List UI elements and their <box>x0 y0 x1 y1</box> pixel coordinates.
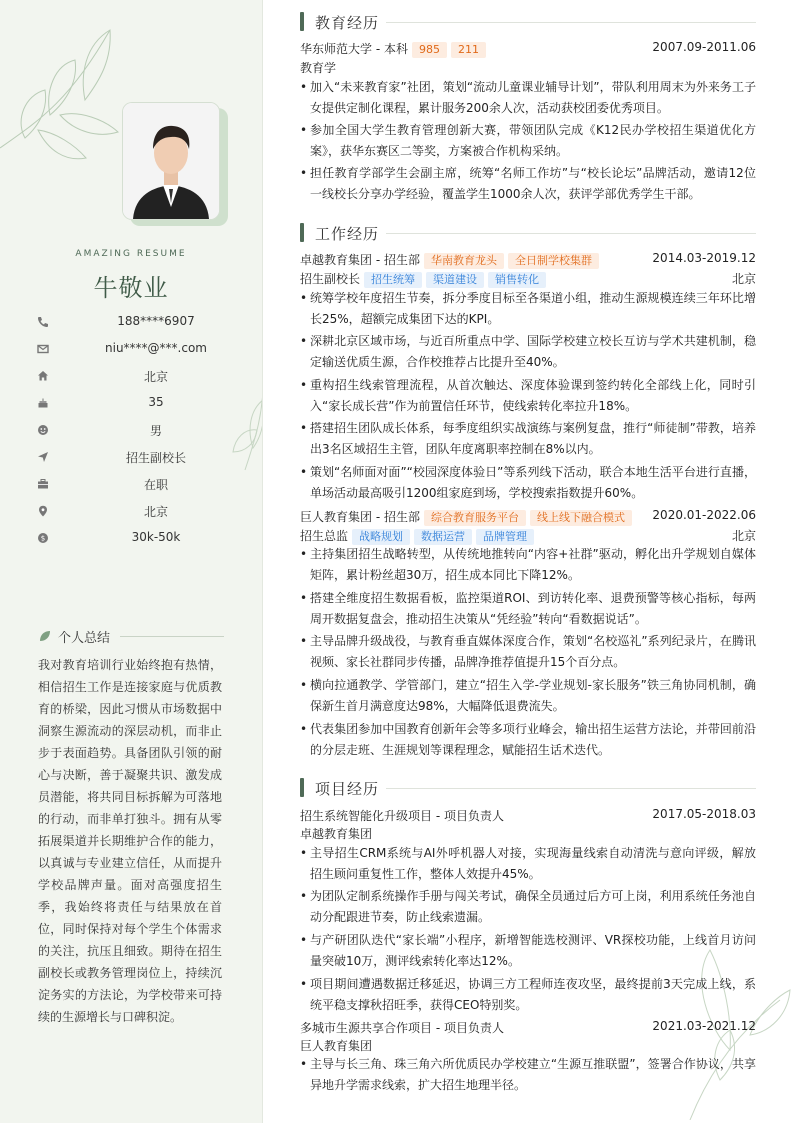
list-item: • 搭建全维度招生数据看板，监控渠道ROI、到访转化率、退费预警等核心指标，每两周开数据复盘会，推动招生决策从“凭经验”转向“看数据说话”。 <box>300 591 756 626</box>
role-tag: 战略规划 <box>352 529 410 545</box>
info-phone <box>36 312 236 332</box>
list-item: • 重构招生线索管理流程，从首次触达、深度体验课到签约转化全部线上化，同时引入“家长成长营”作为前置信任环节，使线索转化率拉升18%。 <box>300 378 756 413</box>
section-divider <box>386 233 756 234</box>
phone-icon <box>36 315 50 329</box>
list-item: • 主导招生CRM系统与AI外呼机器人对接，实现海量线索自动清洗与意向评级，解放招生顾问重复性工作，整体人效提升45%。 <box>300 846 756 881</box>
list-item: • 与产研团队迭代“家长端”小程序，新增智能选校测评、VR探校功能，上线首月访问量突破10万，测评线索转化率达12%。 <box>300 933 756 968</box>
info-position <box>36 447 236 467</box>
gender-icon <box>36 423 50 437</box>
location-icon <box>36 504 50 518</box>
project-org-row <box>300 1037 756 1055</box>
cake-icon <box>36 396 50 410</box>
info-value: 在职 <box>143 478 168 492</box>
job-city: 北京 <box>731 529 756 543</box>
role-tag: 渠道建设 <box>426 272 484 288</box>
section-marker <box>300 778 304 797</box>
mail-icon <box>36 342 50 356</box>
job-period: 2014.03-2019.12 <box>652 251 756 265</box>
role-tag: 招生统筹 <box>364 272 422 288</box>
job-role-row <box>300 270 756 288</box>
company-tag: 华南教育龙头 <box>424 253 504 269</box>
info-salary <box>36 528 236 548</box>
company-name: 卓越教育集团 - 招生部 <box>300 253 420 267</box>
info-location <box>36 501 236 521</box>
project-org: 巨人教育集团 <box>300 1039 373 1053</box>
avatar <box>122 102 220 220</box>
company-tag: 全日制学校集群 <box>508 253 599 269</box>
money-icon <box>36 531 50 545</box>
info-age <box>36 393 236 413</box>
summary-title: 个人总结 <box>58 631 111 646</box>
list-item: • 主持集团招生战略转型，从传统地推转向“内容+社群”驱动，孵化出升学规划自媒体矩阵，累计粉丝超30万，招生成本同比下降12%。 <box>300 547 756 582</box>
briefcase-icon <box>36 477 50 491</box>
info-value: 北京 <box>143 370 168 384</box>
list-item: • 为团队定制系统操作手册与闯关考试，确保全员通过后方可上岗，利用系统任务池自动分配跟进节奏，防止线索遗漏。 <box>300 889 756 924</box>
project-org-row <box>300 825 756 843</box>
projects-section-heading <box>300 777 756 799</box>
school-tag: 211 <box>451 42 486 58</box>
company-name: 巨人教育集团 - 招生部 <box>300 510 420 524</box>
role-tag: 数据运营 <box>414 529 472 545</box>
list-item: • 深耕北京区域市场，与近百所重点中学、国际学校建立校长互访与学术共建机制，稳定输送优质生源，合作校推荐占比提升至40%。 <box>300 334 756 369</box>
school-name: 华东师范大学 - 本科 <box>300 42 408 56</box>
role-tag: 销售转化 <box>488 272 546 288</box>
work-section-heading <box>300 222 756 244</box>
job-city: 北京 <box>731 272 756 286</box>
list-item: • 主导与长三角、珠三角六所优质民办学校建立“生源互推联盟”，签署合作协议，共享异地升学需求线索，扩大招生地理半径。 <box>300 1057 756 1092</box>
project-name: 招生系统智能化升级项目 - 项目负责人 <box>300 809 504 823</box>
education-major-row <box>300 59 756 77</box>
job-role: 招生副校长 <box>300 272 361 286</box>
school-tag: 985 <box>412 42 447 58</box>
list-item: • 加入“未来教育家”社团，策划“流动儿童课业辅导计划”，带队利用周末为外来务工子女提供定制化课程，累计服务200余人次，活动获校团委优秀项目。 <box>300 80 756 115</box>
project-period: 2017.05-2018.03 <box>652 807 756 821</box>
info-value: 30k-50k <box>131 530 181 544</box>
sidebar <box>0 0 263 1123</box>
list-item: • 搭建招生团队成长体系，每季度组织实战演练与案例复盘，推行“师徒制”带教，培养出3名区域招生主管，团队年度离职率控制在8%以内。 <box>300 421 756 456</box>
list-item: • 统筹学校年度招生节奏，拆分季度目标至各渠道小组，推动生源规模连续三年环比增长25%，超额完成集团下达的KPI。 <box>300 291 756 326</box>
info-value: 35 <box>148 395 164 409</box>
info-value: 招生副校长 <box>125 451 186 465</box>
project-header-row <box>300 807 756 825</box>
info-status <box>36 474 236 494</box>
role-tag: 品牌管理 <box>476 529 534 545</box>
leaf-icon <box>38 629 52 643</box>
info-value: 男 <box>149 424 162 438</box>
section-title: 教育经历 <box>315 14 380 32</box>
company-tag: 线上线下融合模式 <box>530 510 632 526</box>
section-divider <box>386 22 756 23</box>
section-marker <box>300 12 304 31</box>
section-title: 项目经历 <box>315 780 380 798</box>
person-portrait-icon <box>123 103 219 219</box>
list-item: • 横向拉通教学、学管部门，建立“招生入学-学业规划-家长服务”铁三角协同机制，确保新生首月满意度达98%，大幅降低退费流失。 <box>300 678 756 713</box>
job-role-row <box>300 527 756 545</box>
list-item: • 策划“名师面对面”“校园深度体验日”等系列线下活动，联合本地生活平台进行直播，单场活动最高吸引1200组家庭到场，学校搜索指数提升60%。 <box>300 465 756 500</box>
job-role: 招生总监 <box>300 529 349 543</box>
company-tag: 综合教育服务平台 <box>424 510 526 526</box>
info-value: 北京 <box>143 505 168 519</box>
job-period: 2020.01-2022.06 <box>652 508 756 522</box>
home-icon <box>36 369 50 383</box>
info-gender <box>36 420 236 440</box>
list-item: • 担任教育学部学生会副主席，统筹“名师工作坊”与“校长论坛”品牌活动，邀请12位一线校长分享办学经验，覆盖学生1000余人次，获评学部优秀学生干部。 <box>300 166 756 201</box>
project-name: 多城市生源共享合作项目 - 项目负责人 <box>300 1021 504 1035</box>
project-header-row <box>300 1019 756 1037</box>
section-title: 工作经历 <box>315 225 380 243</box>
section-divider <box>386 788 756 789</box>
education-period: 2007.09-2011.06 <box>652 40 756 54</box>
list-item: • 代表集团参加中国教育创新年会等多项行业峰会，输出招生运营方法论，并带回前沿的分层走班、生涯规划等课程理念，赋能招生话术迭代。 <box>300 722 756 757</box>
summary-heading <box>38 626 224 646</box>
info-email <box>36 339 236 359</box>
job-header-row <box>300 251 756 269</box>
candidate-name: 牛敬业 <box>93 274 169 302</box>
list-item: • 参加全国大学生教育管理创新大赛，带领团队完成《K12民办学校招生渠道优化方案》，获华东赛区二等奖，方案被合作机构采纳。 <box>300 123 756 158</box>
section-marker <box>300 223 304 242</box>
send-icon <box>36 450 50 464</box>
list-item: • 项目期间遭遇数据迁移延迟，协调三方工程师连夜攻坚，最终提前3天完成上线，系统平稳支撑秋招旺季，获得CEO特别奖。 <box>300 977 756 1012</box>
education-section-heading <box>300 11 756 33</box>
resume-tagline: AMAZING RESUME <box>75 249 187 259</box>
info-value: 188****6907 <box>117 314 195 328</box>
info-value: niu****@***.com <box>105 341 207 355</box>
project-period: 2021.03-2021.12 <box>652 1019 756 1033</box>
summary-divider <box>120 636 224 637</box>
education-header-row <box>300 40 756 58</box>
info-hometown <box>36 366 236 386</box>
major: 教育学 <box>300 61 337 75</box>
avatar-photo <box>122 102 220 220</box>
project-org: 卓越教育集团 <box>300 827 373 841</box>
list-item: • 主导品牌升级战役，与教育垂直媒体深度合作，策划“名校巡礼”系列纪录片，在腾讯视频、家长社群同步传播，品牌净推荐值提升15个百分点。 <box>300 634 756 669</box>
job-header-row <box>300 508 756 526</box>
summary-text: 我对教育培训行业始终抱有热情，相信招生工作是连接家庭与优质教育的桥梁，因此习惯从市场数据中洞察生源流动的深层动机，而非止步于表面趋势。具备团队引领的耐心与决断，善于凝聚共识、激发成员潜能，将共同目标拆解为可落地的行动，而非单打独斗。拥有从零拓展渠道并长期维护合作的能力，以真诚与专业建立信任，从而提升学校品牌声量。面对高强度招生季，我始终将责任与结果放在首位，同时保持对每个学生个体需求的关注，抗压且细致。期待在招生副校长或教务管理岗位上，持续沉淀务实的方法论，为学校带来可持续的生源增长与口碑积淀。 <box>38 658 222 1024</box>
svg-text:$: $ <box>40 534 46 543</box>
